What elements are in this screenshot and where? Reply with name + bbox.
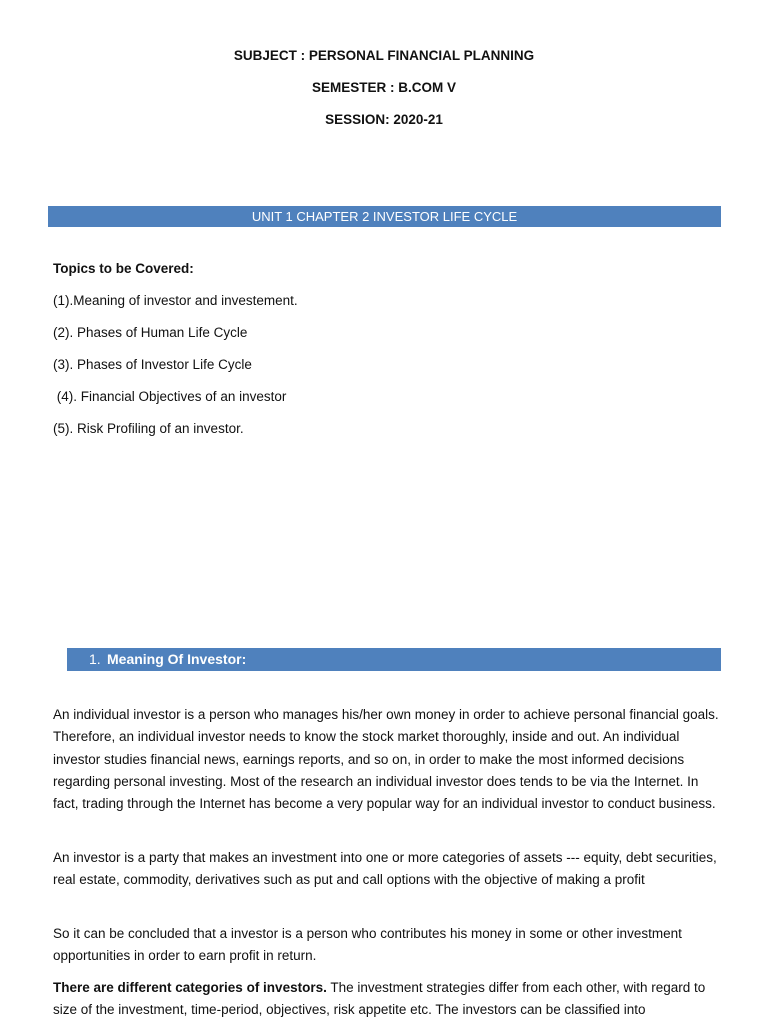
paragraph: So it can be concluded that a investor is a person who contributes his money in some or other investment opportunities in order to earn profit in return. [53, 926, 682, 964]
subject-line: SUBJECT : PERSONAL FINANCIAL PLANNING [233, 48, 535, 63]
paragraph: An individual investor is a person who manages his/her own money in order to achieve personal financial goals. Therefore, an individual investor needs to know the stock market thoroughly, inside and out. An individual investor studies financial news, earnings reports, and so on, in order to make the most informed decisions regarding personal investing. Most of the research an individual investor does tends to be via the Internet. In fact, trading through the Internet has become a very popular way for an individual investor to conduct business. [53, 707, 719, 812]
topic-item: (4). Financial Objectives of an investor [53, 389, 287, 404]
semester-line: SEMESTER : B.COM V [311, 80, 456, 95]
section-title: Meaning Of Investor: [107, 651, 247, 667]
paragraph: An investor is a party that makes an investment into one or more categories of assets --- equity, debt securities, real estate, commodity, derivatives such as put and call options with the objective of making a profit [53, 850, 717, 888]
session-line: SESSION: 2020-21 [325, 112, 443, 127]
bold-lead: There are different categories of investors. [53, 980, 327, 995]
topics-heading: Topics to be Covered: [53, 261, 194, 276]
topic-item: (3). Phases of Investor Life Cycle [53, 357, 252, 372]
topic-item: (5). Risk Profiling of an investor. [53, 421, 244, 436]
unit-heading-band: UNIT 1 CHAPTER 2 INVESTOR LIFE CYCLE [48, 206, 721, 227]
section-heading-band [67, 648, 721, 671]
paragraph-text: The investment strategies differ from each other, with regard to size of the investment, time-period, objectives, risk appetite etc. The investors can be classified into [53, 980, 706, 1018]
paragraph [53, 977, 721, 1022]
topic-item: (1).Meaning of investor and investement. [53, 293, 298, 308]
topic-item: (2). Phases of Human Life Cycle [53, 325, 248, 340]
section-number: 1. [89, 651, 101, 667]
